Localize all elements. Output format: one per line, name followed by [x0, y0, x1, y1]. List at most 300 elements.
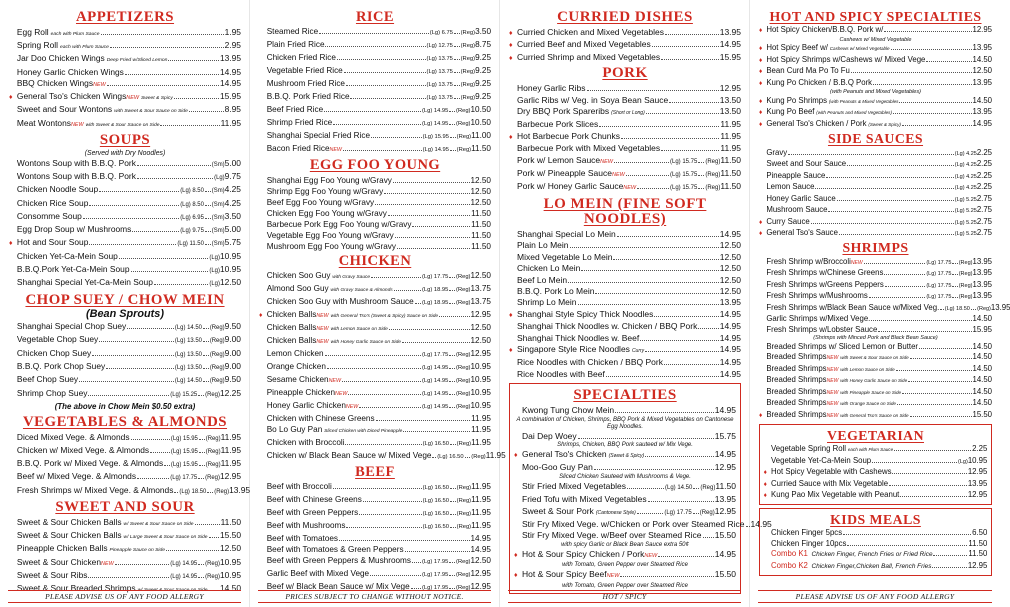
item-price: 9.25: [475, 92, 491, 102]
new-badge: NEW: [623, 185, 637, 192]
item-name: Shanghai Special Chop Suey: [16, 321, 127, 332]
leader-dots: [839, 234, 954, 235]
footer-note: PLEASE ADVISE US OF ANY FOOD ALLERGY: [758, 590, 992, 603]
item-name: Shrimp Egg Foo Young w/Gravy: [266, 186, 384, 196]
item-size-reg: (Reg): [460, 95, 476, 102]
item-name: Meat Wontons: [16, 117, 71, 128]
leader-dots: [595, 293, 718, 294]
item-name: Pork w/ Lemon Sauce: [517, 154, 601, 165]
menu-item: [259, 437, 491, 450]
leader-dots: [815, 188, 954, 189]
leader-dots: [325, 46, 425, 47]
item-price: 11.50: [471, 208, 491, 218]
item-price: 12.50: [719, 251, 741, 262]
item-name: Mixed Vegetable Lo Mein: [517, 251, 613, 262]
item-note: each with Plum Sauce: [60, 45, 109, 51]
item-size-reg: (Reg): [460, 30, 476, 37]
leader-dots: [654, 316, 718, 317]
item-name: Beef w/ Black Bean Sauce w/ Mix Vege: [266, 582, 410, 592]
leader-dots: [389, 329, 470, 330]
leader-dots: [891, 49, 972, 50]
item-note: (Sweet & Spicy): [868, 121, 901, 127]
menu-column-4: [750, 0, 1010, 607]
item-name: Beef with Green Peppers & Mushrooms: [266, 556, 411, 566]
leader-dots: [189, 111, 224, 112]
item-size-reg: (Reg): [456, 147, 472, 154]
item-name: Vegetable Yet-Ca-Mein Soup: [771, 455, 872, 465]
leader-dots: [465, 457, 471, 458]
leader-dots: [893, 113, 972, 114]
item-name: Curried Chicken and Mixed Vegetables: [517, 27, 664, 37]
menu-item: [259, 130, 491, 143]
leader-dots: [79, 381, 174, 382]
menu-item: [9, 445, 241, 458]
leader-dots: [594, 469, 714, 470]
item-size: (Lg) 6.95: [180, 214, 204, 221]
item-name: Breaded Shrimps: [766, 363, 827, 373]
leader-dots: [342, 381, 421, 382]
item-size-reg: (Reg): [456, 273, 471, 280]
leader-dots: [932, 567, 967, 568]
item-name: Hot Barbecue Pork Chunks: [517, 130, 620, 141]
menu-item: [509, 168, 741, 181]
leader-dots: [599, 126, 719, 127]
item-size: (Lg) 6.75: [429, 30, 453, 37]
menu-item: [509, 119, 741, 130]
new-badge: NEW: [328, 377, 341, 384]
item-price: 12.95: [470, 348, 491, 358]
leader-dots: [198, 395, 204, 396]
menu-item: [514, 519, 772, 530]
menu-item: [9, 458, 241, 471]
menu-item: [259, 413, 491, 424]
item-size: (Lg) 17.95: [421, 585, 449, 592]
menu-item: [759, 78, 992, 89]
section-vegetarian: [759, 424, 992, 505]
item-name: Garlic Beef with Mixed Vege: [266, 569, 370, 579]
leader-dots: [871, 320, 971, 321]
leader-dots: [449, 562, 455, 563]
leader-dots: [454, 85, 460, 86]
menu-item: [759, 375, 992, 386]
item-name: Garlic Shrimps w/Mixed Vege.: [766, 314, 871, 324]
item-size: (Lg) 15.25: [170, 391, 198, 398]
leader-dots: [125, 74, 219, 75]
item-name: Fried Tofu with Mixed Vegetables: [522, 494, 647, 505]
leader-dots: [174, 492, 178, 493]
menu-item: [9, 570, 241, 583]
item-size: (Lg) 17.75: [926, 294, 952, 301]
menu-item: [514, 506, 736, 519]
menu-item: [759, 205, 992, 216]
item-price: 13.95: [714, 494, 736, 505]
item-size-reg: (Reg): [456, 390, 471, 397]
menu-item: [759, 25, 992, 36]
leader-dots: [940, 309, 944, 310]
new-badge: NEW: [826, 412, 839, 419]
item-name: Orange Chicken: [266, 361, 326, 371]
item-name: Sweet & Sour Ribs: [16, 569, 88, 580]
item-size-reg: (Reg): [471, 453, 486, 460]
leader-dots: [640, 340, 718, 341]
item-name: Steamed Rice: [266, 27, 319, 37]
item-size: (Lg) 8.50: [180, 201, 204, 208]
section-curried: [509, 10, 741, 64]
item-name: Stir Fried Mixed Vegetables: [522, 480, 626, 491]
pepper-icon: ♦: [759, 120, 763, 128]
leader-dots: [449, 124, 455, 125]
menu-item: [759, 171, 992, 182]
leader-dots: [900, 496, 967, 497]
item-note: Deep Fried w/Sliced Lemon: [106, 58, 168, 64]
leader-dots: [405, 551, 470, 552]
item-name: Mushroom Egg Foo Young w/Gravy: [266, 241, 396, 251]
item-price: 4.25: [224, 184, 241, 195]
leader-dots: [346, 85, 426, 86]
leader-dots: [698, 175, 704, 176]
item-size-reg: (Sm): [211, 201, 225, 208]
menu-item: [759, 325, 992, 335]
item-size: (Lg) 17.75: [421, 351, 449, 358]
item-size: (Lg) 17.95: [421, 572, 449, 579]
item-size-reg: (Reg): [205, 573, 220, 580]
leader-dots: [843, 534, 971, 535]
menu-item: [759, 280, 992, 291]
leader-dots: [343, 150, 422, 151]
item-price: 15.75: [714, 430, 736, 441]
new-badge: NEW: [316, 312, 329, 319]
item-name: Chicken Soo Guy: [266, 270, 331, 280]
leader-dots: [873, 84, 972, 85]
leader-dots: [412, 562, 421, 563]
item-size-reg: (Reg): [214, 488, 230, 495]
menu-item: [9, 361, 241, 374]
item-size-reg: (Reg): [456, 286, 471, 293]
menu-item: [759, 217, 992, 228]
leader-dots: [908, 381, 972, 382]
item-description: Chicken Finger,Chicken Ball, French Fries: [811, 562, 932, 570]
leader-dots: [370, 575, 421, 576]
item-note: Curry: [631, 347, 645, 354]
leader-dots: [581, 270, 718, 271]
item-size-reg: (Reg): [958, 282, 973, 289]
item-name: Chicken with Chinese Greens: [266, 413, 375, 423]
item-size: (Lg) 13.75: [426, 95, 453, 102]
menu-item: [509, 106, 741, 119]
item-size-reg: (Reg): [209, 378, 225, 385]
item-name: Bean Curd Ma Po To Fu: [766, 66, 850, 76]
item-name: Hot Spicy Shrimps w/Cashews w/ Mixed Vege: [766, 54, 926, 64]
item-size-reg: (Reg): [460, 82, 476, 89]
item-price: 13.95: [972, 43, 992, 53]
leader-dots: [137, 165, 211, 166]
item-price: 11.95: [471, 482, 491, 492]
menu-item: [9, 517, 241, 530]
item-price: 11.50: [720, 154, 741, 165]
item-name: Breaded Shrimps: [766, 398, 827, 408]
item-note: each with Plum Sauce: [847, 447, 894, 453]
leader-dots: [449, 303, 455, 304]
item-price: 10.95: [219, 569, 241, 580]
item-name: Plain Fried Rice: [266, 40, 325, 50]
item-price: 13.95: [719, 297, 741, 308]
leader-dots: [661, 59, 719, 60]
leader-dots: [402, 342, 470, 343]
item-price: 12.50: [470, 197, 491, 207]
leader-dots: [89, 244, 176, 245]
leader-dots: [205, 231, 211, 232]
item-price: 14.50: [972, 398, 992, 408]
leader-dots: [346, 527, 421, 528]
menu-item: [764, 549, 988, 560]
item-size-reg: (Reg): [705, 185, 721, 192]
item-size-reg: (Reg): [205, 448, 221, 455]
item-size-reg: (Reg): [456, 572, 471, 579]
item-name: Curried Shrimp and Mixed Vegetables: [517, 51, 661, 62]
item-size: (Lg) 11.50: [177, 241, 204, 248]
item-name: Barbecue Pork Egg Foo Young w/Gravy: [266, 219, 412, 229]
item-note: Sweet & Spicy: [140, 96, 173, 102]
pepper-icon: ♦: [9, 240, 13, 248]
item-price: 12.50: [470, 556, 491, 566]
item-name: Breaded Shrimps: [766, 386, 827, 396]
item-size: (Lg) 17.75: [926, 271, 952, 278]
leader-dots: [325, 355, 421, 356]
item-name: Chicken with Broccoli: [266, 437, 345, 447]
menu-item: [759, 159, 992, 170]
item-name: B.B.Q. Pork Chop Suey: [16, 361, 106, 372]
leader-dots: [395, 237, 470, 238]
leader-dots: [658, 556, 714, 557]
item-price: 15.95: [719, 51, 741, 62]
item-price: 10.95: [219, 556, 241, 567]
item-name: Curried Sauce with Mix Vegetable: [771, 478, 889, 488]
item-price: 9.00: [224, 361, 241, 372]
item-note: (with Peanuts and Mixed Vegetables): [816, 110, 892, 116]
item-price: 12.50: [719, 285, 741, 296]
item-name: Beef w/ Mixed Vege. & Almonds: [16, 471, 137, 482]
item-name: Shrimp Chop Suey: [16, 387, 88, 398]
leader-dots: [620, 576, 713, 577]
item-size: (Lg) 18.50: [179, 488, 207, 495]
item-price: 14.95: [719, 332, 741, 343]
item-note: with Honey Garlic Sauce on Side: [840, 378, 908, 384]
leader-dots: [837, 200, 954, 201]
item-size: (Lg) 17.75: [664, 509, 692, 516]
item-price: 13.95: [719, 27, 741, 37]
menu-item: [259, 219, 491, 230]
section-title: VEGETARIAN: [827, 427, 924, 443]
leader-dots: [199, 439, 205, 440]
item-price: 14.50: [972, 352, 992, 362]
menu-item: [509, 309, 741, 321]
menu-item: [509, 155, 741, 168]
item-size: (Lg) 14.95: [421, 403, 449, 410]
item-size: (Lg) 15.95: [170, 435, 198, 442]
menu-item: [259, 450, 506, 463]
pepper-icon: ♦: [509, 311, 513, 319]
pepper-icon: ♦: [509, 30, 513, 37]
item-price: 12.50: [719, 263, 741, 274]
leader-dots: [403, 431, 470, 432]
item-name: Beef Chop Suey: [16, 374, 79, 385]
leader-dots: [207, 492, 213, 493]
menu-item: [259, 270, 491, 283]
leader-dots: [892, 473, 967, 474]
item-price: 2.75: [976, 216, 992, 226]
menu-item: [9, 211, 241, 224]
item-price: 14.95: [719, 343, 741, 354]
menu-item: [9, 237, 241, 250]
leader-dots: [337, 59, 426, 60]
section-side_sauces: [759, 132, 992, 240]
menu-item: [259, 348, 491, 361]
item-price: 13.95: [972, 107, 992, 117]
leader-dots: [746, 526, 750, 527]
footer-note: HOT / SPICY: [508, 590, 741, 603]
new-badge: NEW: [606, 573, 620, 580]
item-name: Moo-Goo Guy Pan: [522, 462, 593, 473]
item-name: Sweet & Sour Chicken Balls: [16, 516, 122, 527]
pepper-icon: ♦: [514, 551, 518, 559]
item-name: Beef with Mushrooms: [266, 521, 346, 531]
item-size-reg: (Reg): [205, 391, 220, 398]
item-name: Honey Garlic Chicken Wings: [16, 66, 124, 77]
item-price: 2.25: [976, 170, 992, 180]
item-name: Shanghai Special Fried Rice: [266, 131, 371, 141]
item-size-reg: (Reg): [456, 524, 472, 531]
menu-item: [259, 143, 491, 156]
menu-item: [259, 208, 491, 219]
new-badge: NEW: [101, 560, 114, 567]
menu-item: [9, 543, 241, 556]
menu-item: [9, 224, 241, 237]
item-price: 13.95: [972, 77, 992, 87]
leader-dots: [450, 501, 456, 502]
item-price: 14.50: [972, 375, 992, 385]
item-price: 11.50: [968, 538, 988, 548]
new-badge: NEW: [126, 95, 139, 102]
menu-item: [259, 568, 491, 581]
item-name: Shanghai Special Lo Mein: [517, 228, 616, 239]
new-badge: NEW: [826, 401, 839, 408]
menu-item: [9, 67, 241, 78]
leader-dots: [449, 381, 455, 382]
item-price: 11.50: [968, 549, 988, 559]
menu-item: [509, 297, 741, 308]
item-size: (Lg) 14.95: [422, 147, 449, 154]
menu-item: [259, 309, 491, 322]
menu-item: [259, 197, 491, 208]
item-price: 14.95: [719, 368, 741, 379]
menu-item: [259, 78, 491, 91]
leader-dots: [570, 247, 719, 248]
menu-item: [759, 55, 992, 66]
item-name: Hot Spicy Chicken/B.B.Q. Pork w/: [766, 25, 884, 35]
item-size-reg: (Reg): [209, 351, 225, 358]
leader-dots: [885, 286, 926, 287]
item-description: (with Peanuts and Mixed Vegetables): [830, 89, 921, 96]
leader-dots: [131, 271, 209, 272]
item-note: each with Plum Sauce: [50, 31, 100, 37]
section-specialties: [509, 383, 772, 593]
item-price: 9.75: [224, 171, 241, 182]
item-name: Dry BBQ Pork Spareribs: [517, 106, 610, 117]
leader-dots: [952, 263, 958, 264]
leader-dots: [174, 98, 219, 99]
item-size: (Lg) 16.50: [422, 524, 449, 531]
section-title: EGG FOO YOUNG: [309, 157, 441, 174]
item-name: Beef with Tomatoes & Green Peppers: [266, 545, 404, 555]
section-sweet_sour: [9, 500, 241, 597]
leader-dots: [919, 348, 972, 349]
item-name: Chicken Egg Foo Young w/Gravy: [266, 208, 387, 218]
menu-item: [9, 334, 241, 347]
item-size-reg: (Reg): [460, 69, 476, 76]
item-note: with Lemon Sauce on Side: [840, 366, 895, 372]
item-name: Vegetable Fried Rice: [266, 66, 343, 76]
menu-item: [9, 277, 241, 290]
item-price: 13.95: [972, 279, 992, 289]
item-name: B.B.Q.Pork Yet-Ca-Mein Soup: [16, 263, 130, 274]
item-name: Shanghai Style Spicy Thick Noodles: [517, 308, 654, 319]
section-title: KIDS MEALS: [830, 511, 921, 527]
item-price: 10.95: [470, 400, 491, 410]
menu-item: [509, 369, 741, 380]
leader-dots: [88, 577, 169, 578]
item-price: 13.95: [990, 302, 1010, 312]
leader-dots: [454, 46, 460, 47]
item-price: 14.50: [972, 95, 992, 105]
item-note: (with Peanuts & Mixed Vegetables: [828, 98, 899, 104]
leader-dots: [203, 341, 209, 342]
item-price: 12.50: [470, 335, 491, 345]
new-badge: NEW: [93, 81, 106, 88]
menu-column-3: [500, 0, 772, 607]
new-badge: NEW: [611, 172, 625, 179]
item-description: Cashews w/ Mixed Vegetable: [839, 36, 912, 43]
item-size: (Lg) 15.75: [669, 158, 698, 165]
item-price: 10.95: [967, 455, 988, 465]
item-name: Egg Roll: [16, 26, 49, 37]
menu-item: [759, 410, 992, 421]
leader-dots: [209, 537, 219, 538]
item-name: Hot Spicy Vegetable with Cashews: [771, 467, 892, 477]
menu-item: [759, 302, 1010, 314]
item-name: Sweet and Sour Wontons: [16, 104, 113, 115]
item-name: Chicken Fried Rice: [266, 53, 336, 63]
leader-dots: [910, 358, 972, 359]
item-note: w/ Sweet & Sour Sauce on Side: [137, 588, 208, 594]
leader-dots: [669, 102, 719, 103]
item-size: (Lg) 16.50: [422, 511, 449, 518]
pepper-icon: ♦: [759, 411, 763, 419]
menu-item: [9, 158, 241, 171]
menu-item: [759, 148, 992, 159]
item-price: 2.25: [972, 444, 988, 454]
menu-item: [9, 432, 241, 445]
item-name: Fresh Shrimps w/Black Bean Sauce w/Mixed Veg.: [766, 302, 940, 312]
leader-dots: [119, 258, 209, 259]
item-size: (Lg): [209, 267, 220, 274]
leader-dots: [150, 452, 170, 453]
item-price: 15.50: [714, 569, 736, 580]
item-name: Plain Lo Mein: [517, 240, 569, 251]
section-title: CURRIED DISHES: [557, 9, 693, 25]
menu-item: [509, 321, 741, 332]
menu-item: [759, 257, 992, 268]
menu-item: [9, 171, 241, 184]
